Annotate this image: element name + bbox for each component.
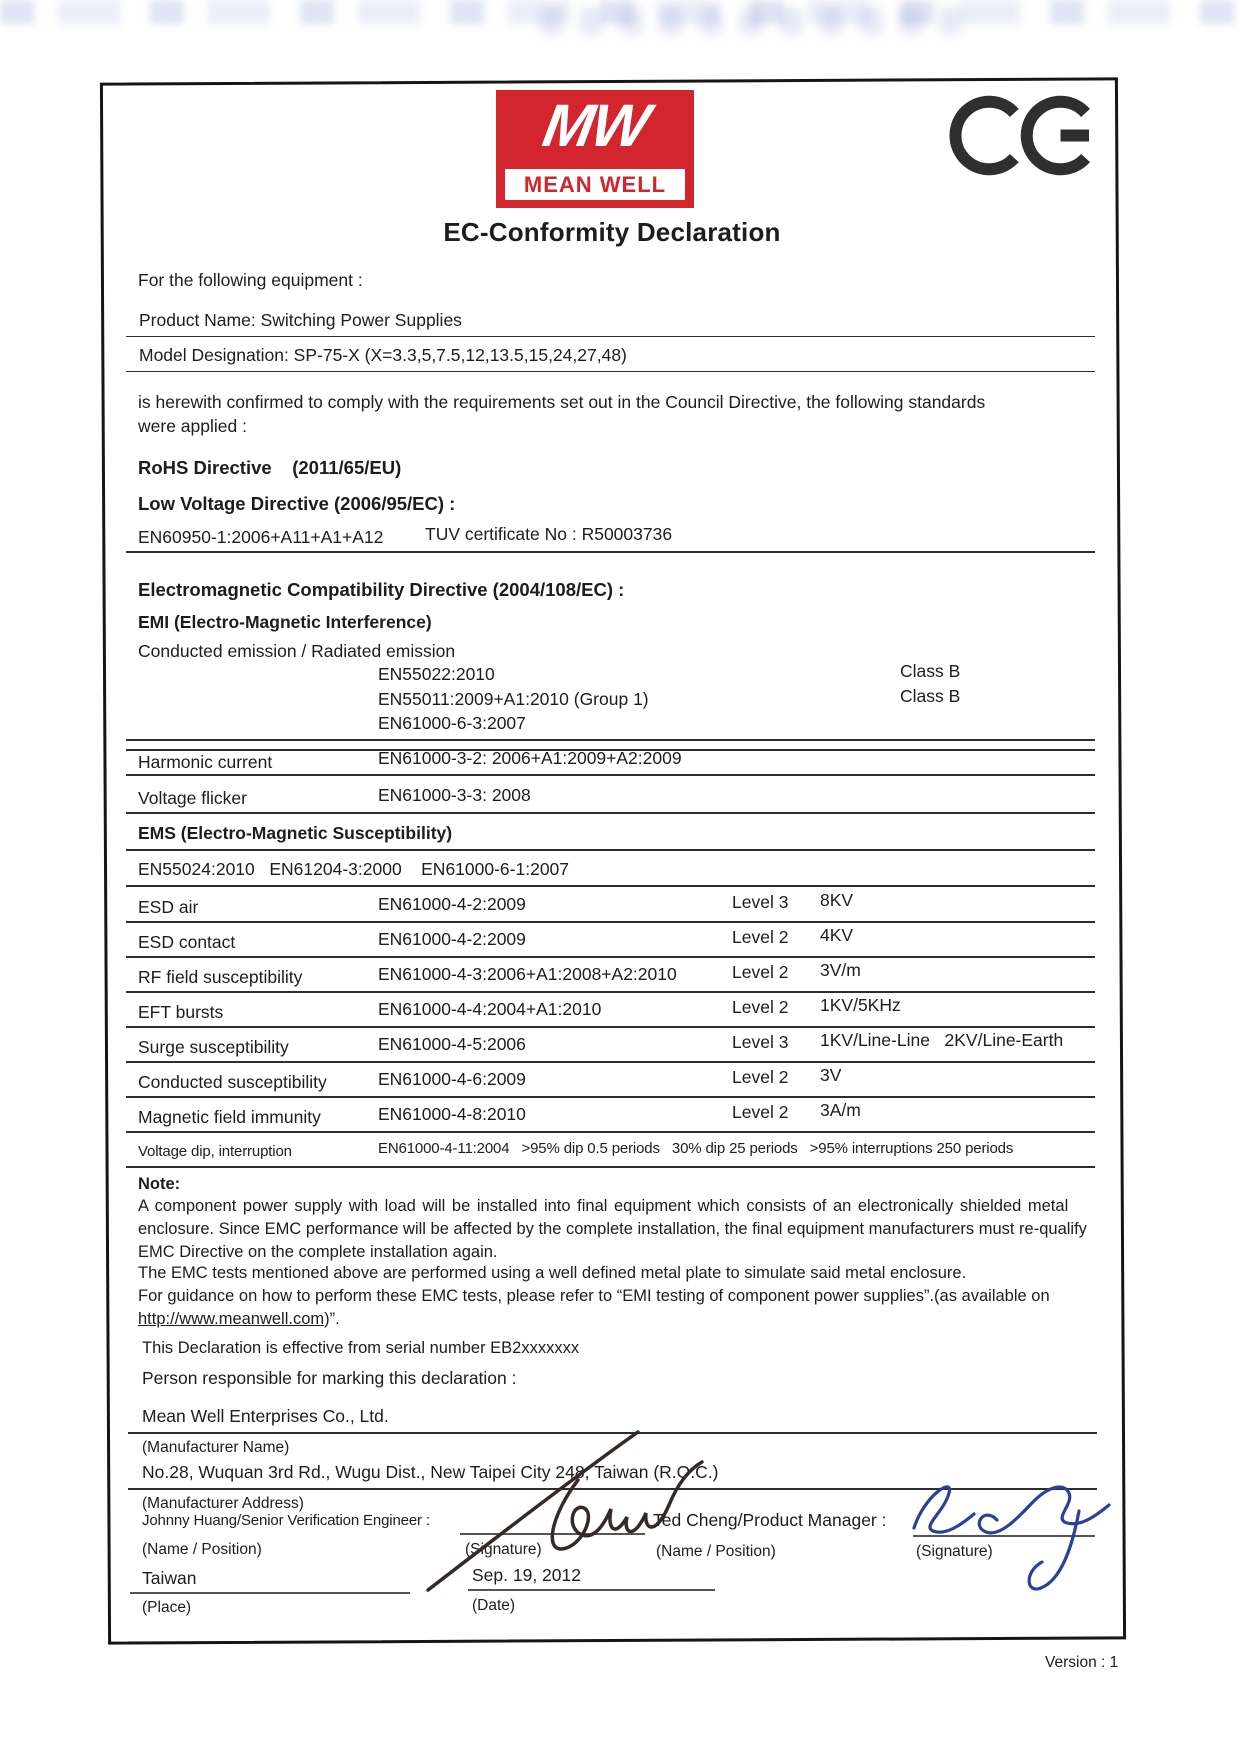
- rule: [126, 739, 1095, 741]
- emission-standard: EN55011:2009+A1:2010 (Group 1): [378, 689, 649, 709]
- ems-row-level: Level 2: [732, 1067, 789, 1087]
- signature-label: (Signature): [465, 1541, 542, 1558]
- name-position-label: (Name / Position): [142, 1541, 262, 1558]
- signer1-name-position: Johnny Huang/Senior Verification Engineer :: [142, 1512, 430, 1529]
- manufacturer-name-label: (Manufacturer Name): [142, 1439, 290, 1456]
- page-title: EC-Conformity Declaration: [443, 217, 781, 247]
- manufacturer-name: Mean Well Enterprises Co., Ltd.: [142, 1406, 389, 1426]
- responsible-text: Person responsible for marking this declaration :: [142, 1368, 517, 1388]
- note-url-suffix: )”.: [324, 1310, 340, 1328]
- rohs-directive-heading: RoHS Directive (2011/65/EU): [138, 457, 402, 478]
- rule: [126, 1061, 1095, 1063]
- scan-bleed-artifact: [540, 8, 960, 34]
- date-label: (Date): [472, 1597, 516, 1614]
- ems-row-level: Level 2: [732, 997, 789, 1017]
- ems-row-level: Level 2: [732, 927, 789, 947]
- note-line: The EMC tests mentioned above are performed using a well defined metal plate to simulate said metal enclosure.: [138, 1264, 967, 1282]
- dip-row-label: Voltage dip, interruption: [138, 1143, 292, 1160]
- ems-row-standard: EN61000-4-4:2004+A1:2010: [378, 999, 602, 1019]
- ems-row-label: ESD contact: [138, 932, 236, 952]
- ems-row-standard: EN61000-4-6:2009: [378, 1069, 526, 1089]
- ems-row-value: 8KV: [820, 890, 854, 910]
- ems-row-label: ESD air: [138, 897, 199, 917]
- date-value: Sep. 19, 2012: [472, 1565, 581, 1585]
- ems-row-standard: EN61000-4-2:2009: [378, 929, 526, 949]
- dip-row-detail: EN61000-4-11:2004 >95% dip 0.5 periods 30% dip 25 periods >95% interruptions 250 periods: [378, 1140, 1014, 1157]
- note-heading: Note:: [138, 1175, 181, 1193]
- confirmation-text-line2: were applied :: [138, 416, 247, 436]
- ems-standards-line: EN55024:2010 EN61204-3:2000 EN61000-6-1:2007: [138, 859, 570, 879]
- signer2-name-position: Ted Cheng/Product Manager :: [653, 1510, 887, 1530]
- ems-row-standard: EN61000-4-3:2006+A1:2008+A2:2010: [378, 964, 677, 984]
- ems-row-value: 3A/m: [820, 1100, 861, 1120]
- tuv-certificate: TUV certificate No : R50003736: [425, 524, 673, 544]
- flicker-label: Voltage flicker: [138, 788, 247, 808]
- place-line: [130, 1592, 410, 1594]
- ted-cheng-signature: [900, 1466, 1115, 1604]
- rule: [126, 812, 1095, 814]
- product-name-line: Product Name: Switching Power Supplies: [139, 310, 462, 330]
- emc-directive-heading: Electromagnetic Compatibility Directive (2004/108/EC) :: [138, 579, 625, 600]
- place-label: (Place): [142, 1599, 192, 1616]
- ems-row-value: 1KV/Line-Line 2KV/Line-Earth: [820, 1030, 1064, 1050]
- ems-row-level: Level 3: [732, 892, 789, 912]
- version-label: Version : 1: [1045, 1654, 1119, 1671]
- ems-row-label: Magnetic field immunity: [138, 1107, 321, 1127]
- rule: [126, 1026, 1095, 1028]
- manufacturer-address: No.28, Wuquan 3rd Rd., Wugu Dist., New Taipei City 248, Taiwan (R.O.C.): [142, 1462, 719, 1482]
- emission-label: Conducted emission / Radiated emission: [138, 641, 456, 661]
- emi-heading: EMI (Electro-Magnetic Interference): [138, 612, 432, 632]
- confirmation-text-line1: is herewith confirmed to comply with the requirements set out in the Council Directive, the following standards: [138, 392, 986, 412]
- note-line: enclosure. Since EMC performance will be affected by the complete installation, the final equipment manufacturers must re-qualify: [138, 1220, 1087, 1238]
- note-line: For guidance on how to perform these EMC tests, please refer to “EMI testing of component power supplies”.(as available on: [138, 1287, 1050, 1305]
- name-position-label: (Name / Position): [656, 1543, 776, 1560]
- mean-well-logo-icon: [496, 90, 694, 208]
- ems-row-label: Conducted susceptibility: [138, 1072, 327, 1092]
- ems-row-standard: EN61000-4-5:2006: [378, 1034, 526, 1054]
- rule: [126, 774, 1095, 776]
- ems-row-label: EFT bursts: [138, 1002, 224, 1022]
- rule: [126, 956, 1095, 958]
- rule: [126, 849, 1095, 851]
- ems-heading: EMS (Electro-Magnetic Susceptibility): [138, 823, 453, 843]
- ems-row-label: Surge susceptibility: [138, 1037, 289, 1057]
- ems-row-value: 1KV/5KHz: [820, 995, 901, 1015]
- signature-label: (Signature): [916, 1543, 993, 1560]
- note-line: A component power supply with load will be installed into final equipment which consists of an electronically shielded metal: [138, 1197, 1069, 1215]
- emission-class: Class B: [900, 686, 961, 706]
- ems-row-standard: EN61000-4-8:2010: [378, 1104, 526, 1124]
- rule: [126, 921, 1095, 923]
- flicker-standard: EN61000-3-3: 2008: [378, 785, 531, 805]
- mw-logo-letters: MW: [537, 92, 653, 159]
- lead-text: For the following equipment :: [138, 270, 363, 290]
- ems-row-standard: EN61000-4-2:2009: [378, 894, 526, 914]
- rule: [126, 336, 1095, 337]
- ems-row-value: 4KV: [820, 925, 854, 945]
- ce-mark-icon: [948, 88, 1098, 188]
- note-line: EMC Directive on the complete installation again.: [138, 1243, 498, 1261]
- ems-row-value: 3V/m: [820, 960, 861, 980]
- harmonic-label: Harmonic current: [138, 752, 273, 772]
- rule: [126, 991, 1095, 993]
- rule: [126, 885, 1095, 887]
- emission-standard: EN61000-6-3:2007: [378, 713, 526, 733]
- mean-well-logo-text: MEAN WELL: [523, 171, 667, 197]
- emission-standard: EN55022:2010: [378, 664, 495, 684]
- rule: [126, 1096, 1095, 1098]
- ems-row-label: RF field susceptibility: [138, 967, 303, 987]
- lvd-standard: EN60950-1:2006+A11+A1+A12: [138, 527, 384, 547]
- emission-class: Class B: [900, 661, 961, 681]
- rule: [126, 551, 1095, 553]
- place-value: Taiwan: [142, 1568, 197, 1588]
- harmonic-standard: EN61000-3-2: 2006+A1:2009+A2:2009: [378, 748, 682, 768]
- manufacturer-address-label: (Manufacturer Address): [142, 1495, 304, 1512]
- rule: [126, 1131, 1095, 1133]
- ems-row-level: Level 3: [732, 1032, 789, 1052]
- rule: [126, 1166, 1095, 1168]
- ems-row-level: Level 2: [732, 1102, 789, 1122]
- note-url-line: [138, 1309, 340, 1330]
- ems-row-value: 3V: [820, 1065, 842, 1085]
- lvd-heading: Low Voltage Directive (2006/95/EC) :: [138, 493, 456, 514]
- meanwell-url-link[interactable]: http://www.meanwell.com: [138, 1310, 325, 1328]
- rule: [126, 371, 1095, 372]
- mean-well-logo-band: [505, 169, 685, 200]
- serial-effective-text: This Declaration is effective from serial number EB2xxxxxxx: [142, 1339, 580, 1357]
- date-line: [468, 1589, 715, 1591]
- model-designation-line: Model Designation: SP-75-X (X=3.3,5,7.5,12,13.5,15,24,27,48): [139, 345, 627, 365]
- ems-row-level: Level 2: [732, 962, 789, 982]
